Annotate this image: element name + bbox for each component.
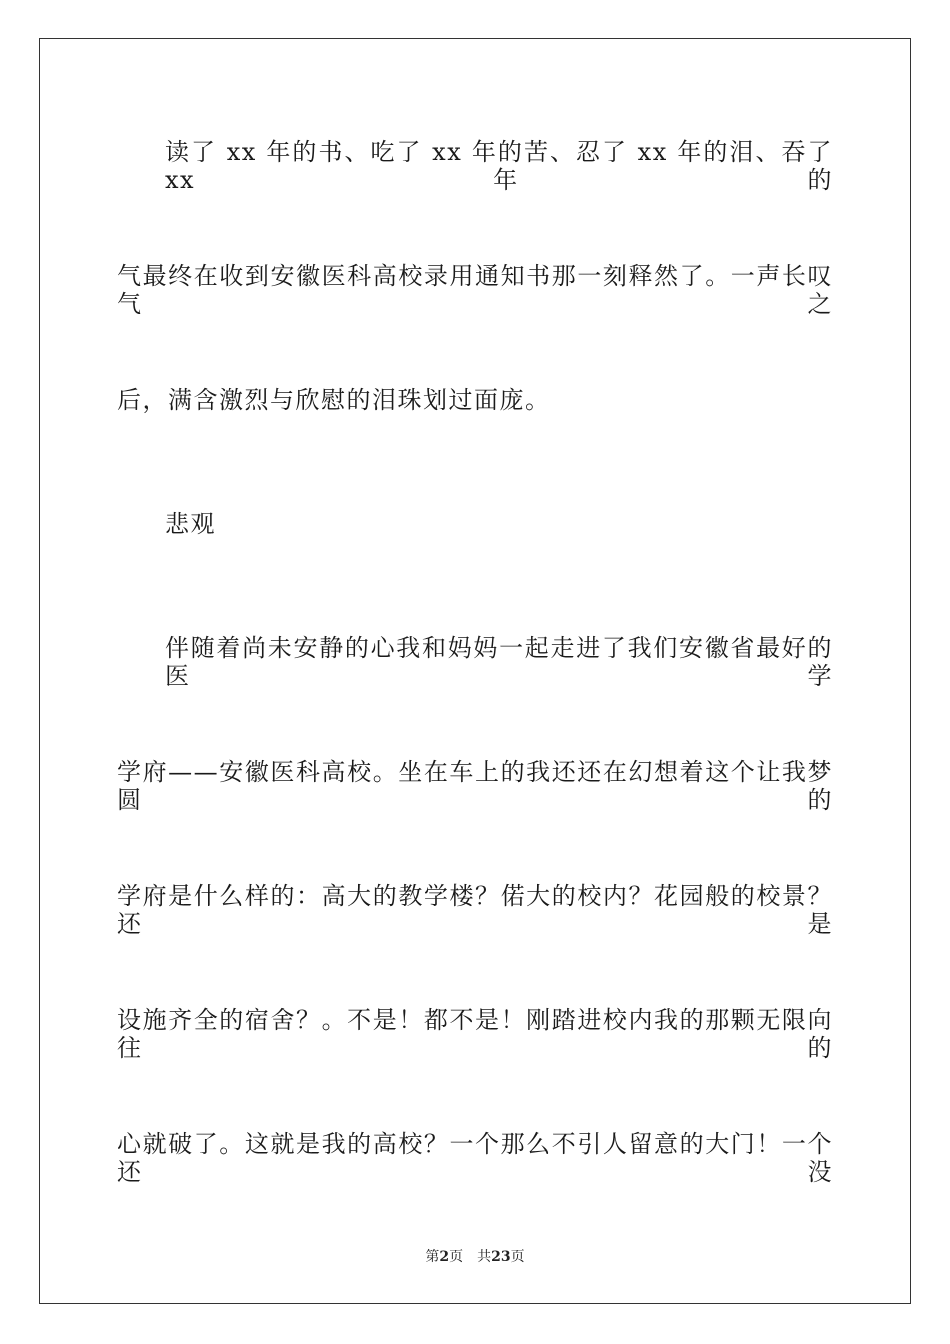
text-line-8: 设施齐全的宿舍？。不是！都不是！刚踏进校内我的那颗无限向往的 — [117, 1006, 833, 1062]
text-line-5: 伴随着尚未安静的心我和妈妈一起走进了我们安徽省最好的医学 — [165, 634, 833, 690]
text-line-7: 学府是什么样的：高大的教学楼？偌大的校内？花园般的校景？还是 — [117, 882, 833, 938]
page-suffix: 页 — [449, 1249, 464, 1265]
page-footer — [0, 1248, 950, 1266]
page-number: 2 — [439, 1249, 450, 1265]
page-prefix: 第 — [425, 1249, 440, 1265]
text-line-9: 心就破了。这就是我的高校？一个那么不引人留意的大门！一个还没 — [117, 1130, 833, 1186]
total-pages: 23 — [491, 1249, 511, 1265]
total-prefix: 共 — [477, 1249, 492, 1265]
text-line-6: 学府——安徽医科高校。坐在车上的我还还在幻想着这个让我梦圆的 — [117, 758, 833, 814]
total-suffix: 页 — [510, 1249, 525, 1265]
text-line-2: 气最终在收到安徽医科高校录用通知书那一刻释然了。一声长叹气之 — [117, 262, 833, 318]
section-heading: 悲观 — [165, 510, 216, 538]
text-line-3: 后，满含激烈与欣慰的泪珠划过面庞。 — [117, 386, 551, 414]
text-line-1: 读了 xx 年的书、吃了 xx 年的苦、忍了 xx 年的泪、吞了 xx 年的 — [165, 138, 833, 194]
